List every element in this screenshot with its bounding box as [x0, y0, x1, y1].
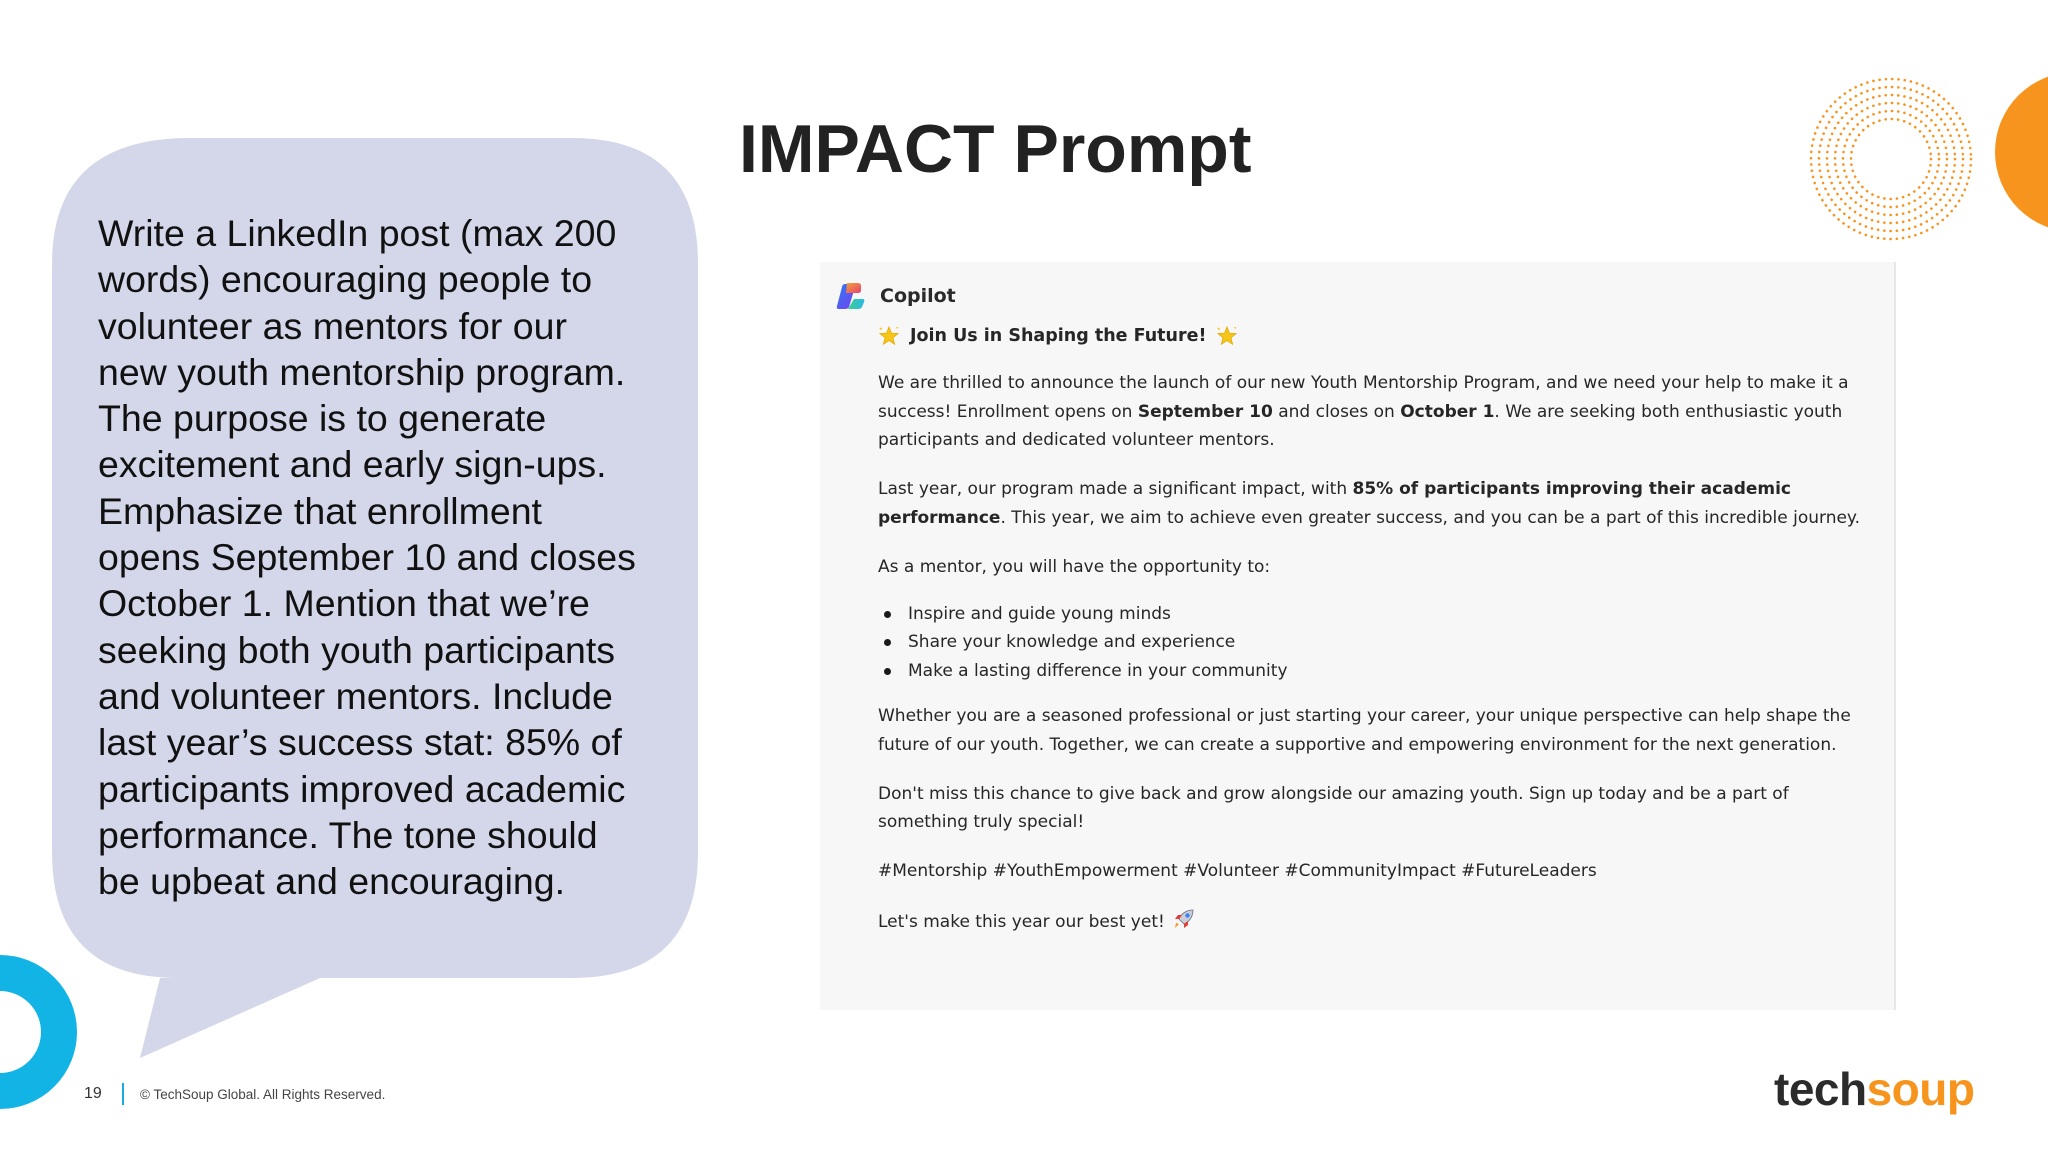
page-number: 19: [84, 1085, 102, 1102]
opportunity-list: [878, 600, 1878, 686]
footer-divider: [122, 1083, 124, 1105]
post-paragraph-impact: Last year, our program made a significant impact, with 85% of participants improving their academic performance. This year, we aim to achieve even greater success, and you can be a part of this incredible journey.: [878, 479, 1860, 528]
list-item: Inspire and guide young minds: [908, 600, 1878, 629]
headline-text: Join Us in Shaping the Future!: [910, 326, 1207, 346]
copyright-text: © TechSoup Global. All Rights Reserved.: [140, 1087, 386, 1102]
blue-ring-decoration: [0, 952, 80, 1112]
copilot-name: Copilot: [880, 285, 956, 307]
copilot-logo-icon: [834, 280, 866, 312]
post-paragraph-announcement: We are thrilled to announce the launch of our new Youth Mentorship Program, and we need your help to make it a success! Enrollment opens on September 10 and closes on October 1. We are seeking both enthusiastic youth participants and dedicated volunteer mentors.: [878, 372, 1849, 451]
rocket-icon: [1171, 906, 1197, 932]
glowing-star-icon: [1216, 325, 1238, 347]
post-paragraph-perspective: Whether you are a seasoned professional or just starting your career, your unique perspective can help shape the future of our youth. Together, we can create a supportive and empowering environment for the next generation.: [878, 705, 1851, 755]
post-paragraph-cta: Don't miss this chance to give back and grow alongside our amazing youth. Sign up today and be a part of something truly special!: [878, 783, 1789, 833]
copilot-header: [834, 280, 956, 312]
list-item: Share your knowledge and experience: [908, 628, 1878, 657]
post-paragraph-opportunity: As a mentor, you will have the opportunity to:: [878, 556, 1271, 577]
list-item: Make a lasting difference in your community: [908, 657, 1878, 686]
prompt-bubble: [0, 0, 720, 1100]
techsoup-logo: techsoup: [1774, 1063, 1975, 1115]
dotted-rings-decoration: [1806, 74, 1976, 244]
page-title: IMPACT Prompt: [739, 111, 1252, 187]
orange-circle-decoration: [1960, 72, 2048, 232]
post-headline: [878, 322, 1878, 351]
post-closing: Let's make this year our best yet!: [878, 906, 1878, 937]
copilot-message: [878, 322, 1878, 937]
post-hashtags: #Mentorship #YouthEmpowerment #Volunteer #CommunityImpact #FutureLeaders: [878, 861, 1597, 882]
prompt-text: Write a LinkedIn post (max 200 words) encouraging people to volunteer as mentors for our new youth mentorship program. The purpose is to generate excitement and early sign-ups. Emphasize that enrollment opens September 10 and closes October 1. Mention that we’re seeking both youth participants and volunteer mentors. Include last year’s success stat: 85% of participants improved academic performance. The tone should be upbeat and encouraging.: [98, 212, 636, 903]
glowing-star-icon: [878, 325, 900, 347]
copilot-response-panel: [820, 262, 1896, 1010]
